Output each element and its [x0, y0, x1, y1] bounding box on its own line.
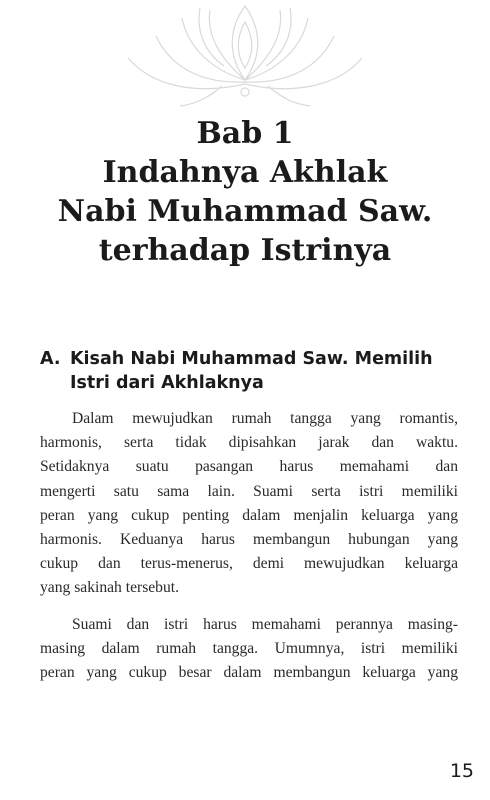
chapter-title-line: Nabi Muhammad Saw. [57, 194, 433, 229]
paragraph-line: Setidaknya suatu pasangan harus memahami dan [40, 458, 458, 476]
chapter-title-line: Bab 1 [196, 116, 294, 151]
chapter-title [40, 114, 450, 270]
section-heading [40, 347, 460, 395]
paragraph-line: harmonis. Keduanya harus membangun hubungan yang [40, 531, 458, 549]
paragraph-line: Dalam mewujudkan rumah tangga yang romantis, [72, 410, 458, 427]
section-number: A. [40, 349, 61, 369]
paragraph-line: mengerti satu sama lain. Suami serta istri memiliki [40, 482, 458, 500]
section-header [40, 347, 460, 395]
paragraph-line: harmonis, serta tidak dipisahkan jarak dan waktu. [40, 434, 458, 452]
chapter-title-line: terhadap Istrinya [98, 233, 392, 268]
chapter-title-line: Indahnya Akhlak [102, 155, 388, 190]
paragraph-line: cukup dan terus-menerus, demi mewujudkan keluarga [40, 555, 458, 573]
paragraph-line: masing dalam rumah tangga. Umumnya, istri memiliki [40, 639, 458, 657]
paragraph-line: peran yang cukup penting dalam menjalin keluarga yang [40, 506, 458, 524]
floral-ornament-icon [0, 0, 490, 110]
paragraph-line: Suami dan istri harus memahami perannya masing- [72, 615, 458, 633]
section-title [70, 347, 460, 395]
paragraph-line: peran yang cukup besar dalam membangun keluarga yang [40, 664, 458, 682]
section-title-line: Kisah Nabi Muhammad Saw. Memilih [70, 349, 433, 369]
paragraph [40, 613, 458, 686]
section-title-line: Istri dari Akhlaknya [70, 373, 264, 393]
paragraph [40, 407, 458, 601]
body-text [40, 407, 458, 685]
page-number: 15 [449, 760, 474, 782]
paragraph-line: yang sakinah tersebut. [40, 579, 180, 597]
